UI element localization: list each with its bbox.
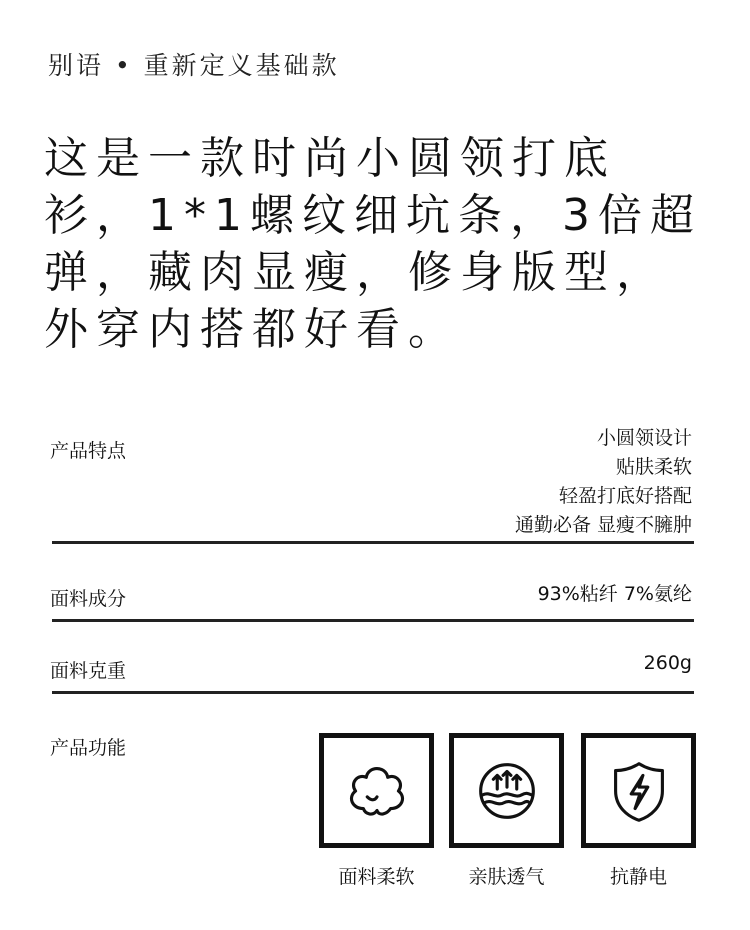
material-value: 93%粘纤 7%氨纶 xyxy=(537,583,692,605)
function-card-soft xyxy=(319,733,434,889)
divider xyxy=(52,691,694,694)
breathable-icon xyxy=(468,752,546,830)
function-label: 抗静电 xyxy=(609,866,667,888)
function-label: 亲肤透气 xyxy=(468,866,545,888)
feature-item: 小圆领设计 xyxy=(596,427,692,449)
function-label: 面料柔软 xyxy=(338,866,415,888)
weight-value: 260g xyxy=(643,652,692,674)
feature-item: 通勤必备 显瘦不臃肿 xyxy=(514,514,692,536)
function-icon-box xyxy=(449,733,564,848)
function-card-breathable xyxy=(449,733,564,889)
divider xyxy=(52,541,694,544)
feature-item: 贴肤柔软 xyxy=(615,456,692,478)
feature-item: 轻盈打底好搭配 xyxy=(558,485,692,507)
features-label: 产品特点 xyxy=(50,440,127,462)
material-label: 面料成分 xyxy=(50,588,127,610)
features-values xyxy=(515,424,692,540)
function-icon-box xyxy=(319,733,434,848)
function-icon-box xyxy=(581,733,696,848)
divider xyxy=(52,619,694,622)
brand-line: 别语 • 重新定义基础款 xyxy=(48,51,340,80)
cloud-icon xyxy=(338,752,416,830)
functions-label: 产品功能 xyxy=(50,737,127,759)
lightning-shield-icon xyxy=(600,752,678,830)
function-card-antistatic xyxy=(581,733,696,889)
product-intro: 这是一款时尚小圆领打底衫，1*1螺纹细坑条，3倍超弹，藏肉显瘦，修身版型，外穿内搭都好看。 xyxy=(44,133,702,355)
weight-label: 面料克重 xyxy=(50,660,127,682)
